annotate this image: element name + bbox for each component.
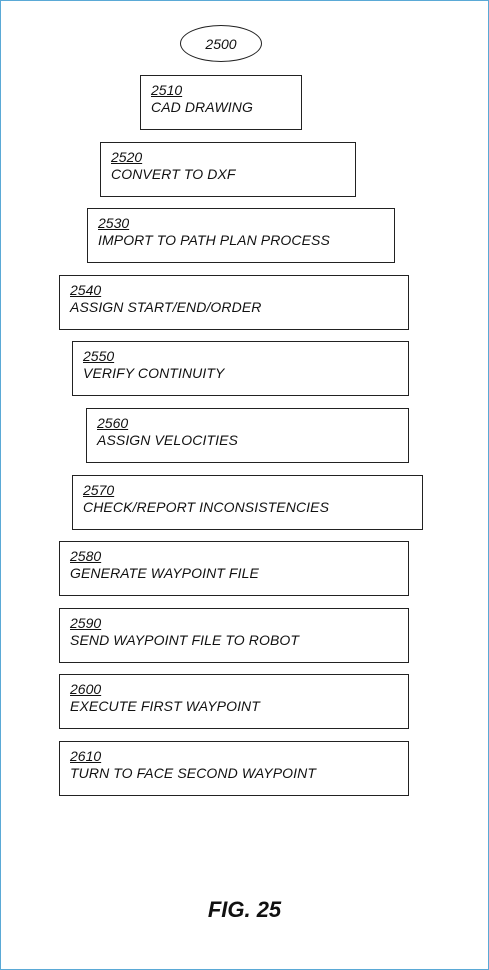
step-number: 2580 <box>70 548 102 564</box>
step-label: CONVERT TO DXF <box>111 166 236 182</box>
start-label: 2500 <box>205 35 237 52</box>
step-number: 2600 <box>70 681 102 697</box>
step-label: CHECK/REPORT INCONSISTENCIES <box>83 499 330 515</box>
step-box-2540 <box>59 275 409 330</box>
step-box-2510 <box>140 75 302 130</box>
step-box-2610 <box>59 741 409 796</box>
step-label: IMPORT TO PATH PLAN PROCESS <box>98 232 330 248</box>
step-number: 2560 <box>97 415 129 431</box>
step-number: 2590 <box>70 615 102 631</box>
step-label: CAD DRAWING <box>151 99 253 115</box>
step-label: ASSIGN VELOCITIES <box>97 432 238 448</box>
step-number: 2530 <box>98 215 130 231</box>
step-label: EXECUTE FIRST WAYPOINT <box>70 698 260 714</box>
step-box-2570 <box>72 475 423 530</box>
step-label: SEND WAYPOINT FILE TO ROBOT <box>70 632 300 648</box>
step-box-2530 <box>87 208 395 263</box>
step-number: 2610 <box>70 748 102 764</box>
step-box-2560 <box>86 408 409 463</box>
step-box-2590 <box>59 608 409 663</box>
step-box-2580 <box>59 541 409 596</box>
step-number: 2520 <box>111 149 143 165</box>
figure-caption: FIG. 25 <box>207 897 282 922</box>
step-box-2550 <box>72 341 409 396</box>
step-box-2520 <box>100 142 356 197</box>
start-oval <box>180 25 262 62</box>
step-number: 2570 <box>83 482 115 498</box>
step-number: 2540 <box>70 282 102 298</box>
step-number: 2510 <box>151 82 183 98</box>
step-label: GENERATE WAYPOINT FILE <box>70 565 259 581</box>
step-number: 2550 <box>83 348 115 364</box>
step-label: ASSIGN START/END/ORDER <box>70 299 262 315</box>
step-box-2600 <box>59 674 409 729</box>
step-label: TURN TO FACE SECOND WAYPOINT <box>70 765 317 781</box>
step-label: VERIFY CONTINUITY <box>83 365 225 381</box>
